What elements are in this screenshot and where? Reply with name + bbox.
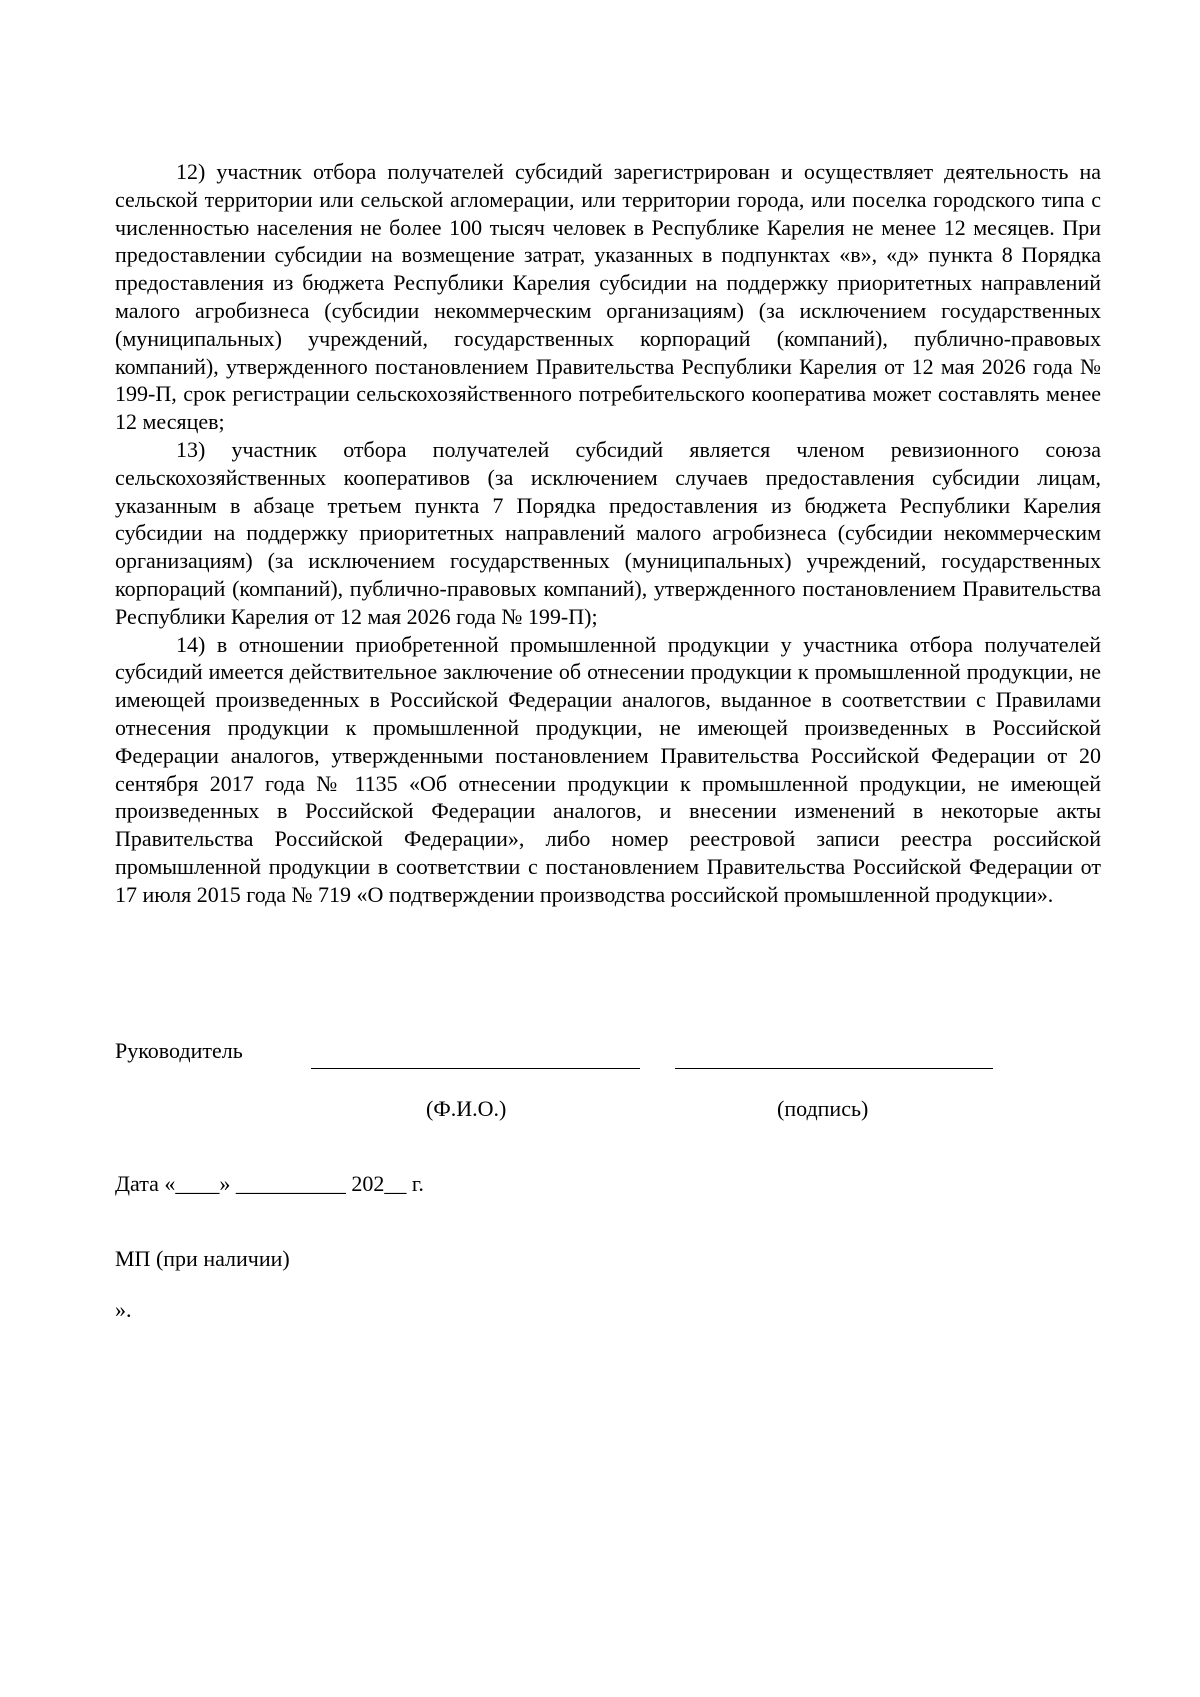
document-body — [115, 158, 1101, 909]
closing-quote: ». — [115, 1297, 132, 1322]
date-line: Дата «____» __________ 202__ г. — [115, 1171, 424, 1196]
stamp-note: МП (при наличии) — [115, 1246, 290, 1271]
fio-caption: (Ф.И.О.) — [426, 1096, 507, 1121]
fio-line — [311, 1068, 640, 1069]
signature-caption: (подпись) — [777, 1096, 869, 1121]
paragraph-13: 13) участник отбора получателей субсидий является членом ревизионного союза сельскохозяйственных кооперативов (за исключением случаев предоставления субсидии лицам, указанным в абзаце третьем пункта 7 Порядка предоставления из бюджета Республики Карелия субсидии на поддержку приоритетных направлений малого агробизнеса (субсидии некоммерческим организациям) (за исключением государственных (муниципальных) учреждений, государственных корпораций (компаний), публично-правовых компаний), утвержденного постановлением Правительства Республики Карелия от 12 мая 2026 года № 199-П); — [115, 436, 1101, 629]
signature-line — [675, 1068, 993, 1069]
signature-label: Руководитель — [115, 1038, 243, 1063]
paragraph-12: 12) участник отбора получателей субсидий зарегистрирован и осуществляет деятельность на сельской территории или сельской агломерации, или территории города, или поселка городского типа с численностью населения не более 100 тысяч человек в Республике Карелия не менее 12 месяцев. При предоставлении субсидии на возмещение затрат, указанных в подпунктах «в», «д» пункта 8 Порядка предоставления из бюджета Республики Карелия субсидии на поддержку приоритетных направлений малого агробизнеса (субсидии некоммерческим организациям) (за исключением государственных (муниципальных) учреждений, государственных корпораций (компаний), публично-правовых компаний), утвержденного постановлением Правительства Республики Карелия от 12 мая 2026 года № 199-П, срок регистрации сельскохозяйственного потребительского кооператива может составлять менее 12 месяцев; — [115, 159, 1101, 435]
paragraph-14: 14) в отношении приобретенной промышленной продукции у участника отбора получателей субсидий имеется действительное заключение об отнесении продукции к промышленной продукции, не имеющей произведенных в Российской Федерации аналогов, выданное в соответствии с Правилами отнесения продукции к промышленной продукции, не имеющей произведенных в Российской Федерации аналогов, утвержденными постановлением Правительства Российской Федерации от 20 сентября 2017 года № 1135 «Об отнесении продукции к промышленной продукции, не имеющей произведенных в Российской Федерации аналогов, и внесении изменений в некоторые акты Правительства Российской Федерации», либо номер реестровой записи реестра российской промышленной продукции в соответствии с постановлением Правительства Российской Федерации от 17 июля 2015 года № 719 «О подтверждении производства российской промышленной продукции». — [115, 631, 1101, 907]
